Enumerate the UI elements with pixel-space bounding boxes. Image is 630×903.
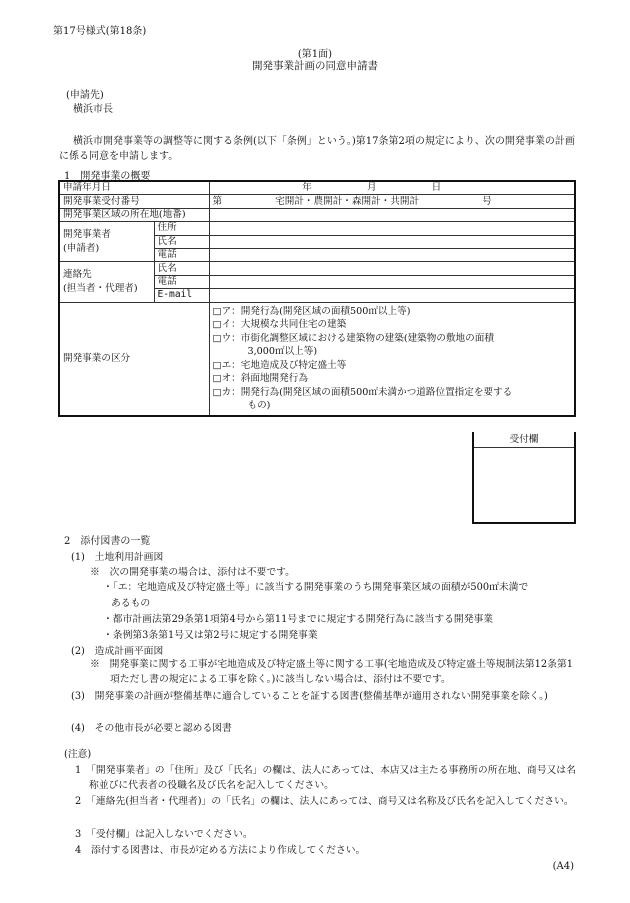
receipt-no-field[interactable] [209, 195, 575, 208]
page-title: 開発事業計画の同意申請書 [252, 60, 378, 72]
overview-table [58, 180, 576, 417]
note-1: 1 「開発事業者」の「住所」及び「氏名」の欄は、法人にあっては、本店又は主たる事務所の所在地、商号又は名称並びに代表者の役職名及び氏名を記入してください。 [75, 765, 576, 791]
section1-heading: 1 開発事業の概要 [64, 171, 151, 182]
attachment-item2: (2) 造成計画平面図 [71, 646, 164, 657]
attachment-item1-bullet1: ・「エ：宅地造成及び特定盛土等」に該当する開発事業のうち開発事業区域の面積が500㎡未満で [103, 582, 529, 593]
attachment-item3: (3) 開発事業の計画が整備基準に適合していることを証する図書(整備基準が適用されない開発事業を除く。) [71, 691, 548, 702]
contact-name-field[interactable] [209, 262, 575, 275]
attachment-item4: (4) その他市長が必要と認める図書 [71, 723, 232, 734]
contact-label: 連絡先 (担当者・代理者) [59, 262, 154, 302]
application-date-field[interactable] [209, 181, 575, 195]
attachment-item1-bullet2: ・都市計画法第29条第1項第4号から第11号までに規定する開発行為に該当する開発事業 [103, 614, 494, 625]
receipt-box-label: 受付欄 [474, 432, 574, 448]
note-3: 3 「受付欄」は記入しないでください。 [75, 829, 253, 840]
receipt-no-suffix: 号 [482, 195, 492, 207]
applicant-address-field[interactable] [209, 222, 575, 235]
contact-email-label: E-mail [154, 289, 209, 302]
date-year: 年 [302, 182, 312, 194]
date-day: 日 [431, 182, 442, 194]
application-date-label: 申請年月日 [59, 181, 209, 195]
page-side-label: (第1面) [297, 49, 333, 60]
addressee-name: 横浜市長 [73, 104, 113, 115]
form-number: 第17号様式(第18条) [53, 26, 147, 37]
addressee-label: (申請先) [66, 90, 104, 101]
receipt-no-types: 宅開計・農開計・森開計・共開計 [275, 195, 420, 207]
attachment-item1-bullet1-cont: あるもの [111, 598, 151, 609]
receipt-box [472, 432, 576, 524]
applicant-label: 開発事業者 (申請者) [59, 222, 154, 262]
category-u-cont: 3,000㎡以上等) [247, 346, 318, 358]
category-o[interactable]: □オ：斜面地開発行為 [212, 373, 308, 385]
category-ka-cont: もの) [247, 400, 271, 412]
category-i[interactable]: □イ：大規模な共同住宅の建築 [212, 319, 347, 331]
note-4: 4 添付する図書は、市長が定める方法により作成してください。 [75, 845, 366, 856]
applicant-name-field[interactable] [209, 235, 575, 248]
applicant-address-label: 住所 [154, 222, 209, 235]
note-2: 2 「連絡先(担当者・代理者)」の「氏名」の欄は、法人にあっては、商号又は名称及び氏名を記入してください。 [75, 796, 574, 807]
location-field[interactable] [209, 208, 575, 221]
contact-name-label: 氏名 [154, 262, 209, 275]
attachment-item1: (1) 土地利用計画図 [71, 552, 164, 563]
category-e[interactable]: □エ：宅地造成及び特定盛土等 [212, 359, 347, 371]
intro-paragraph: 横浜市開発事業等の調整等に関する条例(以下「条例」という。)第17条第2項の規定により、次の開発事業の計画に係る同意を申請します。 [59, 136, 575, 162]
receipt-no-label: 開発事業受付番号 [59, 195, 209, 208]
category-a[interactable]: □ア：開発行為(開発区域の面積500㎡以上等) [212, 305, 411, 317]
attachment-item1-bullet3: ・条例第3条第1号又は第2号に規定する開発事業 [103, 630, 318, 641]
category-ka[interactable]: □カ：開発行為(開発区域の面積500㎡未満かつ道路位置指定を要する [212, 386, 513, 398]
location-label: 開発事業区域の所在地(地番) [59, 208, 209, 221]
date-month: 月 [366, 182, 377, 194]
attachment-item1-note: ※ 次の開発事業の場合は、添付は不要です。 [90, 567, 295, 578]
attachment-item2-note: ※ 開発事業に関する工事が宅地造成及び特定盛土等に関する工事(宅地造成及び特定盛土等規制法第12条第1項ただし書の規定による工事を除く。)に該当しない場合は、添付は不要です。 [90, 659, 573, 685]
category-label: 開発事業の区分 [59, 302, 209, 416]
section2-heading: 2 添付図書の一覧 [64, 536, 151, 547]
category-u[interactable]: □ウ：市街化調整区域における建築物の建築(建築物の敷地の面積 [212, 332, 494, 344]
contact-phone-label: 電話 [154, 275, 209, 288]
notes-heading: (注意) [64, 749, 92, 760]
contact-email-field[interactable] [209, 289, 575, 302]
paper-size-label: (A4) [552, 861, 574, 872]
contact-phone-field[interactable] [209, 275, 575, 288]
applicant-phone-field[interactable] [209, 248, 575, 261]
receipt-no-prefix: 第 [212, 195, 223, 207]
applicant-phone-label: 電話 [154, 248, 209, 261]
category-options[interactable] [209, 302, 575, 416]
applicant-name-label: 氏名 [154, 235, 209, 248]
